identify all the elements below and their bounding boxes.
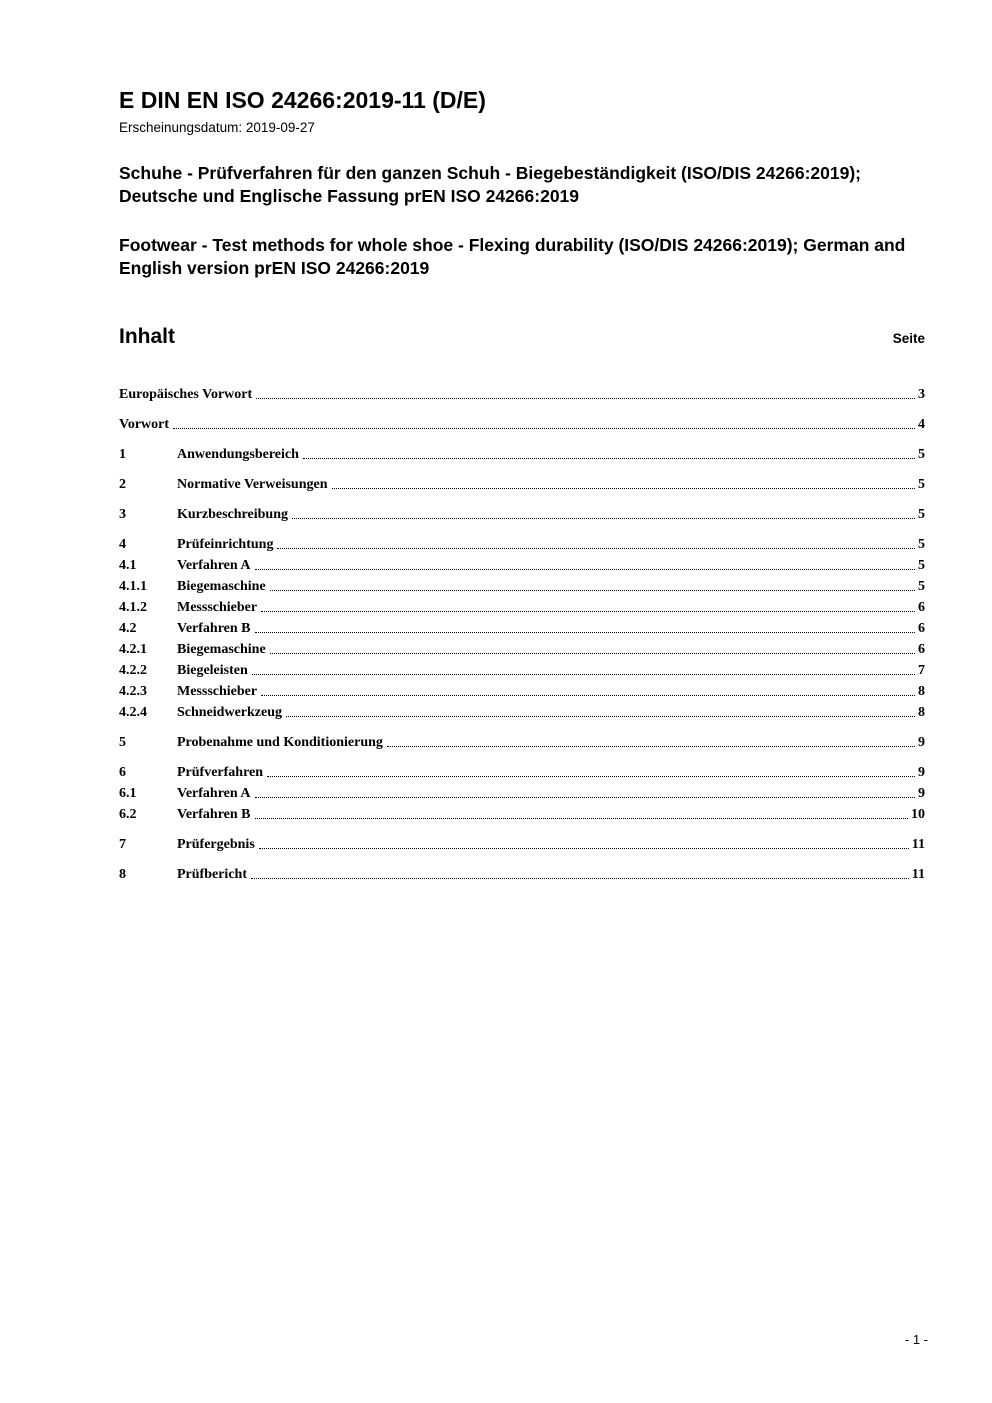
toc-leader-dots xyxy=(270,590,915,591)
toc-entry-number: 2 xyxy=(119,477,126,493)
toc-leader-dots xyxy=(251,878,909,879)
toc-entry[interactable] xyxy=(119,502,925,523)
toc-page-column-label: Seite xyxy=(892,331,925,347)
toc-entry-page: 11 xyxy=(911,837,925,853)
toc-leader-dots xyxy=(277,548,915,549)
toc-heading: Inhalt xyxy=(119,325,175,349)
toc-entry-label: Prüfergebnis xyxy=(177,837,255,853)
toc-leader-dots xyxy=(261,611,915,612)
toc-entry-number: 4.1.2 xyxy=(119,600,147,616)
toc-entry-page: 5 xyxy=(918,558,925,574)
toc-entry[interactable] xyxy=(119,862,925,883)
toc-entry-number: 5 xyxy=(119,735,126,751)
toc-entry-page: 5 xyxy=(918,579,925,595)
toc-entry[interactable] xyxy=(119,616,925,637)
toc-entry-page: 5 xyxy=(918,507,925,523)
document-title-english: Footwear - Test methods for whole shoe - Flexing durability (ISO/DIS 24266:2019); German and English version prEN ISO 24266:2019 xyxy=(119,234,906,278)
toc-entry-number: 4.2.1 xyxy=(119,642,147,658)
toc-entry[interactable] xyxy=(119,730,925,751)
toc-group xyxy=(119,862,925,883)
toc-entry[interactable] xyxy=(119,637,925,658)
toc-entry[interactable] xyxy=(119,382,925,403)
toc-entry-number: 4.2.2 xyxy=(119,663,147,679)
page-number-footer: - 1 - xyxy=(904,1332,928,1347)
toc-group xyxy=(119,532,925,721)
toc-entry[interactable] xyxy=(119,679,925,700)
publication-date: Erscheinungsdatum: 2019-09-27 xyxy=(119,120,315,136)
toc-entry-page: 8 xyxy=(918,705,925,721)
toc-entry-label: Verfahren B xyxy=(177,807,251,823)
toc-entry-number: 4.2.3 xyxy=(119,684,147,700)
toc-entry-number: 4 xyxy=(119,537,126,553)
toc-group xyxy=(119,502,925,523)
toc-leader-dots xyxy=(255,632,916,633)
toc-entry-number: 4.1 xyxy=(119,558,137,574)
document-title-german: Schuhe - Prüfverfahren für den ganzen Schuh - Biegebeständigkeit (ISO/DIS 24266:2019); Deutsche und Englische Fassung prEN ISO 24266:2019 xyxy=(119,163,861,207)
toc-entry[interactable] xyxy=(119,700,925,721)
toc-leader-dots xyxy=(303,458,915,459)
toc-entry-label: Normative Verweisungen xyxy=(177,477,328,493)
toc-leader-dots xyxy=(173,428,915,429)
toc-group xyxy=(119,382,925,403)
toc-entry-page: 10 xyxy=(911,807,925,823)
toc-entry-label: Messschieber xyxy=(177,600,258,616)
toc-leader-dots xyxy=(286,716,915,717)
toc-leader-dots xyxy=(267,776,915,777)
toc-leader-dots xyxy=(387,746,915,747)
toc-entry-label: Biegeleisten xyxy=(177,663,248,679)
toc-entry-label: Biegemaschine xyxy=(177,642,266,658)
toc-entry[interactable] xyxy=(119,532,925,553)
toc-leader-dots xyxy=(292,518,915,519)
toc-entry[interactable] xyxy=(119,802,925,823)
toc-leader-dots xyxy=(261,695,915,696)
toc-leader-dots xyxy=(255,797,916,798)
toc-entry-page: 6 xyxy=(918,621,925,637)
toc-entry-label: Probenahme und Konditionierung xyxy=(177,735,383,751)
toc-entry-number: 4.2.4 xyxy=(119,705,147,721)
toc-entry-label: Verfahren A xyxy=(177,786,251,802)
toc-entry-label: Vorwort xyxy=(119,417,170,433)
toc-entry-label: Biegemaschine xyxy=(177,579,266,595)
toc-entry-label: Messschieber xyxy=(177,684,258,700)
toc-entry-page: 9 xyxy=(918,786,925,802)
toc-leader-dots xyxy=(255,569,916,570)
toc-entry-number: 8 xyxy=(119,867,126,883)
toc-entry-page: 11 xyxy=(911,867,925,883)
toc-entry-label: Prüfbericht xyxy=(177,867,247,883)
toc-entry-number: 6.2 xyxy=(119,807,137,823)
toc-entry-page: 5 xyxy=(918,447,925,463)
toc-entry-number: 7 xyxy=(119,837,126,853)
toc-entry-label: Anwendungsbereich xyxy=(177,447,299,463)
toc-entry[interactable] xyxy=(119,412,925,433)
toc-leader-dots xyxy=(256,398,915,399)
toc-entry-label: Prüfverfahren xyxy=(177,765,264,781)
table-of-contents xyxy=(119,382,925,883)
toc-entry-page: 8 xyxy=(918,684,925,700)
toc-entry-label: Schneidwerkzeug xyxy=(177,705,282,721)
toc-entry-label: Kurzbeschreibung xyxy=(177,507,288,523)
toc-entry-page: 9 xyxy=(918,765,925,781)
toc-entry[interactable] xyxy=(119,472,925,493)
toc-leader-dots xyxy=(332,488,916,489)
doc-number-title: E DIN EN ISO 24266:2019-11 (D/E) xyxy=(119,87,486,113)
toc-group xyxy=(119,832,925,853)
toc-group xyxy=(119,472,925,493)
toc-entry-number: 6 xyxy=(119,765,126,781)
toc-entry[interactable] xyxy=(119,832,925,853)
toc-header-row xyxy=(119,325,925,349)
toc-entry-page: 4 xyxy=(918,417,925,433)
toc-entry-number: 4.1.1 xyxy=(119,579,147,595)
toc-entry[interactable] xyxy=(119,781,925,802)
toc-group xyxy=(119,730,925,751)
toc-group xyxy=(119,760,925,823)
toc-entry-number: 3 xyxy=(119,507,126,523)
toc-entry[interactable] xyxy=(119,595,925,616)
toc-entry-page: 5 xyxy=(918,537,925,553)
toc-group xyxy=(119,442,925,463)
toc-entry-label: Europäisches Vorwort xyxy=(119,387,253,403)
toc-entry-label: Prüfeinrichtung xyxy=(177,537,274,553)
toc-leader-dots xyxy=(255,818,909,819)
toc-entry-page: 3 xyxy=(918,387,925,403)
toc-entry-page: 9 xyxy=(918,735,925,751)
toc-entry-number: 1 xyxy=(119,447,126,463)
toc-entry-page: 7 xyxy=(918,663,925,679)
toc-entry[interactable] xyxy=(119,553,925,574)
toc-entry-page: 6 xyxy=(918,600,925,616)
toc-leader-dots xyxy=(259,848,909,849)
toc-entry-number: 6.1 xyxy=(119,786,137,802)
toc-entry[interactable] xyxy=(119,574,925,595)
toc-group xyxy=(119,412,925,433)
toc-entry[interactable] xyxy=(119,442,925,463)
toc-entry[interactable] xyxy=(119,658,925,679)
toc-entry-label: Verfahren A xyxy=(177,558,251,574)
toc-entry-page: 5 xyxy=(918,477,925,493)
toc-leader-dots xyxy=(270,653,915,654)
toc-entry-page: 6 xyxy=(918,642,925,658)
toc-entry[interactable] xyxy=(119,760,925,781)
toc-entry-number: 4.2 xyxy=(119,621,137,637)
toc-entry-label: Verfahren B xyxy=(177,621,251,637)
toc-leader-dots xyxy=(252,674,915,675)
